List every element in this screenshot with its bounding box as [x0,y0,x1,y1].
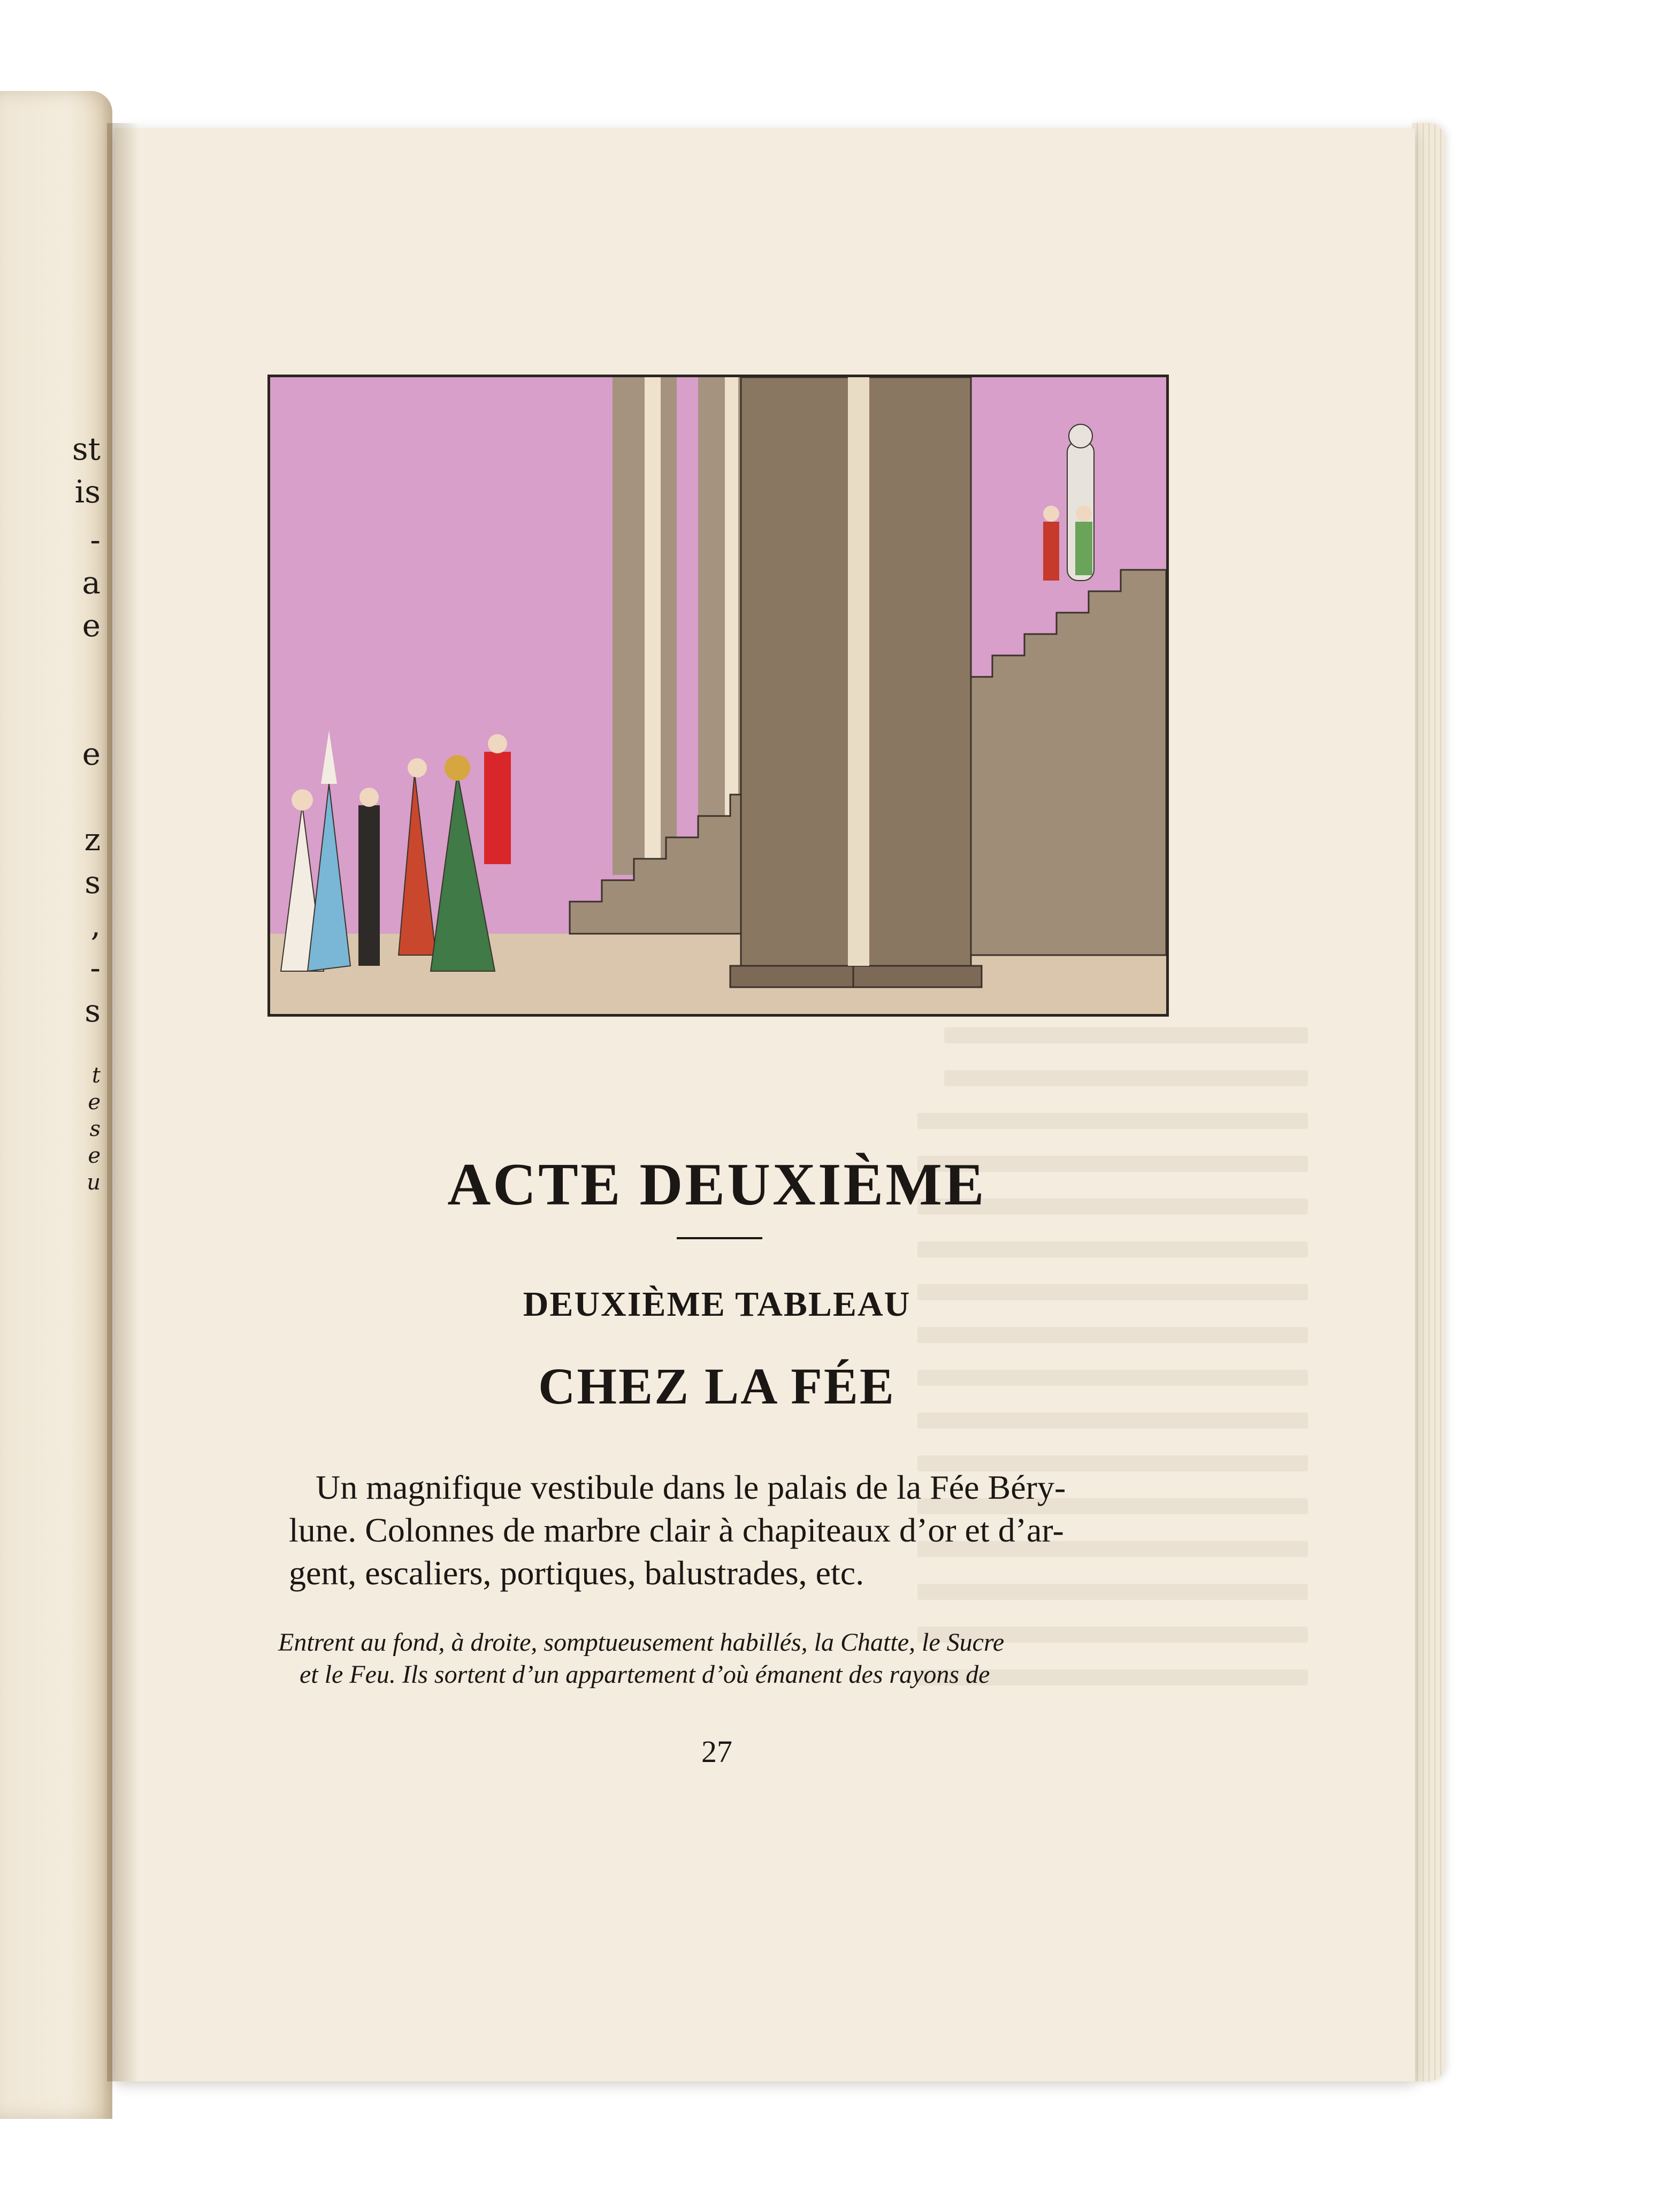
left-page-fragment: t [91,1063,101,1088]
illustration-artwork [270,377,1166,1014]
description-line: lune. Colonnes de marbre clair à chapiteaux d’or et d’ar- [289,1511,1064,1549]
left-page-fragment: s [89,1117,101,1141]
left-page-fragment: - [90,522,101,558]
left-page-fragment: a [82,565,101,601]
left-page-fragment: e [88,1143,101,1168]
left-page-fragment: e [82,607,101,644]
tableau-heading: DEUXIÈME TABLEAU [523,1285,911,1324]
left-page-fragment: is [74,474,101,510]
scene-description [289,1466,1188,1595]
left-page [0,91,112,2119]
palace-vestibule-illustration [267,375,1169,1017]
front-columns [730,377,982,987]
left-page-fragment: z [84,821,101,858]
page-number: 27 [701,1734,732,1769]
left-page-fragment: st [72,431,101,467]
description-line: gent, escaliers, portiques, balustrades, etc. [289,1554,864,1592]
left-page-fragment: e [82,736,101,772]
description-line: Un magnifique vestibule dans le palais de la Fée Béry- [316,1468,1066,1506]
stage-direction [278,1627,1188,1691]
left-page-fragment: e [88,1090,101,1115]
scene-title: CHEZ LA FÉE [538,1357,896,1415]
page-stack-edges [1412,123,1444,2081]
statue-and-children [1043,424,1094,581]
stage-direction-line: Entrent au fond, à droite, somptueusement habillés, la Chatte, le Sucre [278,1628,1005,1657]
stage-direction-line: et le Feu. Ils sortent d’un appartement d’où émanent des rayons de [300,1660,990,1689]
act-title: ACTE DEUXIÈME [447,1151,986,1218]
left-page-fragment: s [85,993,101,1029]
left-page-fragment: s [85,864,101,901]
title-rule [677,1237,762,1239]
left-page-fragment: - [90,950,101,986]
left-page-fragment: u [87,1170,101,1195]
gutter-shadow [107,123,139,2081]
left-page-fragment: , [90,907,101,943]
